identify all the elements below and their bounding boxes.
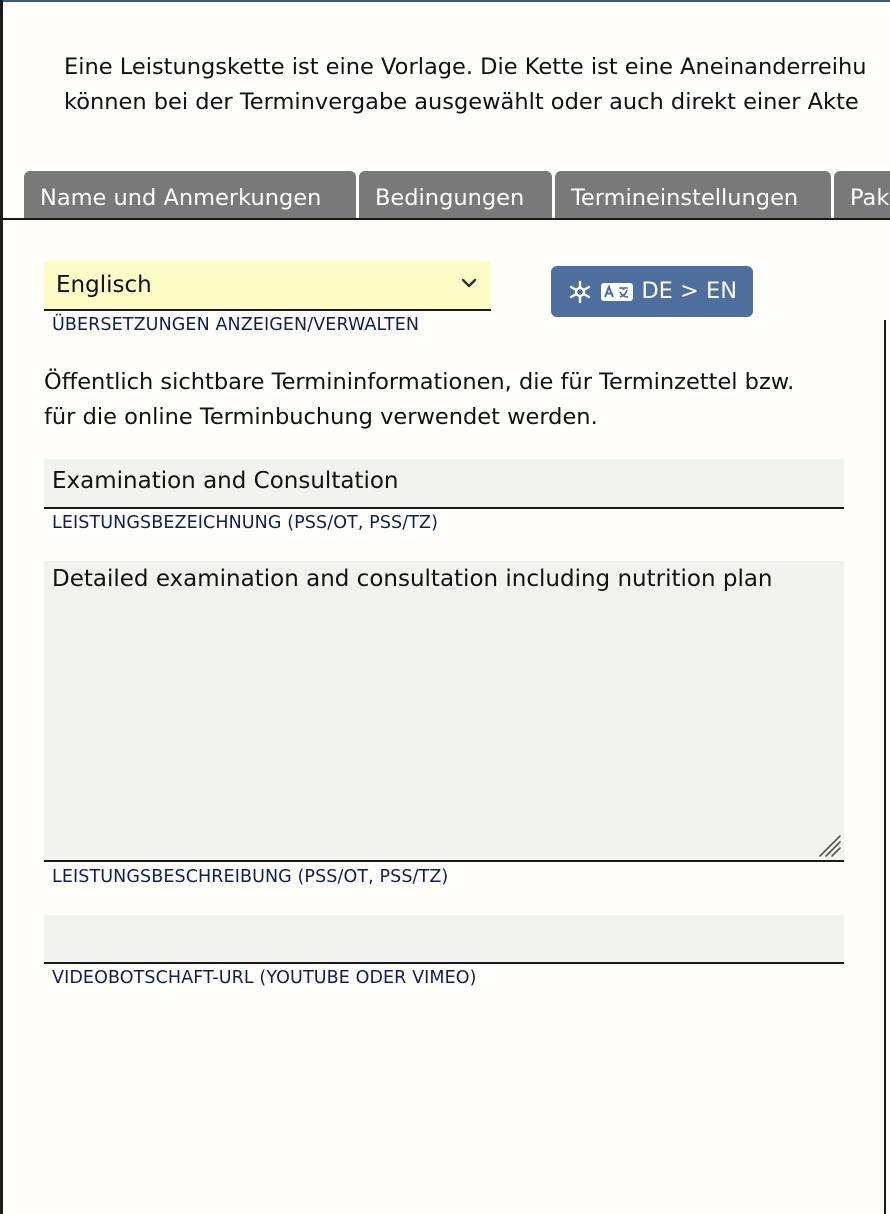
service-description-value: Detailed examination and consultation including nutrition plan: [52, 566, 773, 592]
translate-icon: [600, 280, 634, 304]
language-select[interactable]: [44, 261, 491, 311]
language-select-label: ÜBERSETZUNGEN ANZEIGEN/VERWALTEN: [52, 315, 420, 335]
ai-sparkle-icon: [567, 279, 593, 305]
translate-button-label: DE > EN: [641, 278, 738, 304]
intro-line-1: Eine Leistungskette ist eine Vorlage. Die Kette ist eine Aneinanderreihu: [64, 54, 867, 80]
tab-termineinstellungen[interactable]: Termineinstellungen: [555, 171, 831, 219]
service-description-textarea[interactable]: [44, 561, 844, 862]
intro-text: [64, 50, 890, 120]
chevron-down-icon: [461, 275, 477, 291]
hint-line-1: Öffentlich sichtbare Termininformationen, die für Terminzettel bzw.: [44, 369, 795, 395]
panel-divider: [884, 320, 886, 1214]
public-info-hint: [44, 365, 794, 435]
language-select-value: Englisch: [56, 272, 152, 298]
hint-line-2: für die online Terminbuchung verwendet werden.: [44, 404, 598, 430]
intro-line-2: können bei der Terminvergabe ausgewählt oder auch direkt einer Akte: [64, 89, 859, 115]
service-name-input[interactable]: [44, 459, 844, 509]
service-name-value: Examination and Consultation: [52, 468, 399, 494]
tab-name-und-anmerkungen[interactable]: Name und Anmerkungen: [24, 171, 356, 219]
window-left-border: [0, 0, 3, 1214]
resize-grip-icon[interactable]: [818, 834, 842, 858]
service-description-label: LEISTUNGSBESCHREIBUNG (PSS/OT, PSS/TZ): [52, 867, 449, 887]
translate-button[interactable]: [551, 266, 753, 317]
service-name-label: LEISTUNGSBEZEICHNUNG (PSS/OT, PSS/TZ): [52, 513, 439, 533]
window-top-border: [0, 0, 890, 2]
tab-bar-underline: [3, 218, 890, 220]
tab-pakete[interactable]: Pak: [834, 171, 890, 219]
video-url-label: VIDEOBOTSCHAFT-URL (YOUTUBE ODER VIMEO): [52, 968, 477, 988]
tab-bedingungen[interactable]: Bedingungen: [359, 171, 552, 219]
video-url-input[interactable]: [44, 915, 844, 964]
